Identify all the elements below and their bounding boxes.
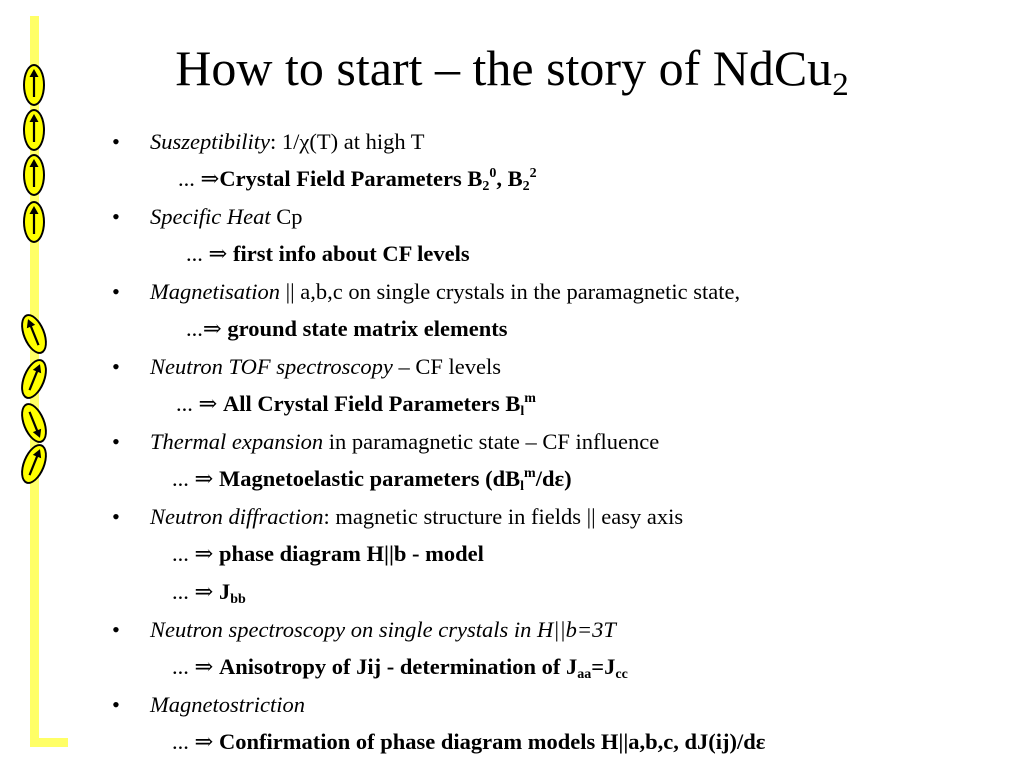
bullet-topic: Magnetisation: [150, 279, 280, 304]
bullet-glyph: •: [112, 279, 120, 304]
superscript: 0: [489, 166, 497, 181]
result-text: All Crystal Field Parameters B: [222, 391, 521, 416]
result-line: [172, 536, 484, 572]
slide-title-text: How to start – the story of NdCu: [175, 40, 833, 96]
bullet-topic: Thermal expansion: [150, 429, 324, 454]
spin-arrow-icon: [16, 310, 52, 357]
result-prefix: ...⇒: [186, 316, 228, 341]
bullet-topic: Specific Heat: [150, 204, 271, 229]
result-text: phase diagram H||b - model: [218, 541, 484, 566]
result-line: [178, 161, 537, 197]
bullet-topic: Neutron diffraction: [150, 504, 324, 529]
subscript: 2: [482, 179, 490, 194]
result-line: [172, 724, 765, 760]
subscript: aa: [577, 667, 592, 682]
spin-arrow-icon: [16, 355, 52, 402]
result-text: Magnetoelastic parameters (dB: [218, 466, 521, 491]
decorative-bar-horizontal: [30, 738, 68, 747]
bullet-glyph: •: [112, 204, 120, 229]
result-text: Crystal Field Parameters B: [219, 166, 483, 191]
bullet-detail: Cp: [270, 204, 303, 229]
result-text: Anisotropy of Jij - determination of J: [218, 654, 578, 679]
slide-title-subscript: 2: [832, 67, 849, 103]
subscript: cc: [615, 667, 628, 682]
slide-title: [0, 28, 1024, 108]
result-text: ground state matrix elements: [227, 316, 508, 341]
result-prefix: ... ⇒: [186, 241, 233, 266]
bullet-topic: Suszeptibility: [150, 129, 270, 154]
result-prefix: ... ⇒: [172, 466, 219, 491]
result-text: J: [218, 579, 231, 604]
superscript: 2: [529, 166, 537, 181]
subscript: bb: [230, 592, 246, 607]
result-prefix: ... ⇒: [176, 391, 223, 416]
result-line: [172, 649, 628, 685]
spin-arrow-icon: [23, 201, 45, 243]
result-line: [186, 236, 470, 272]
bullet-detail: – CF levels: [392, 354, 502, 379]
bullet-topic: Neutron spectroscopy on single crystals in H||b=3T: [150, 617, 616, 642]
result-text: Confirmation of phase diagram models H||a,b,c, dJ(ij)/dε: [218, 729, 766, 754]
result-text: first info about CF levels: [232, 241, 470, 266]
result-text: , B: [496, 166, 523, 191]
subscript: l: [520, 479, 525, 494]
bullet-detail: : 1/χ(T) at high T: [270, 129, 425, 154]
result-prefix: ... ⇒: [172, 729, 219, 754]
superscript: m: [524, 391, 536, 406]
superscript: m: [524, 466, 536, 481]
bullet-glyph: •: [112, 429, 120, 454]
subscript: l: [520, 404, 525, 419]
bullet-glyph: •: [112, 129, 120, 154]
result-prefix: ... ⇒: [172, 579, 219, 604]
result-line: [176, 386, 536, 422]
result-line: [186, 311, 508, 347]
spin-arrow-icon: [16, 399, 52, 446]
result-line: [172, 461, 572, 497]
bullet-detail: : magnetic structure in fields || easy axis: [323, 504, 684, 529]
result-prefix: ... ⇒: [178, 166, 220, 191]
result-text: /dε): [535, 466, 572, 491]
result-prefix: ... ⇒: [172, 654, 219, 679]
result-prefix: ... ⇒: [172, 541, 219, 566]
bullet-glyph: •: [112, 617, 120, 642]
spin-arrow-icon: [16, 440, 52, 487]
bullet-detail: || a,b,c on single crystals in the paramagnetic state,: [280, 279, 741, 304]
bullet-topic: Neutron TOF spectroscopy: [150, 354, 393, 379]
result-line: [172, 574, 246, 610]
bullet-glyph: •: [112, 504, 120, 529]
result-text: =J: [591, 654, 616, 679]
bullet-glyph: •: [112, 354, 120, 379]
subscript: 2: [522, 179, 530, 194]
spin-arrow-icon: [23, 154, 45, 196]
bullet-detail: in paramagnetic state – CF influence: [323, 429, 660, 454]
bullet-glyph: •: [112, 692, 120, 717]
bullet-topic: Magnetostriction: [150, 692, 305, 717]
spin-arrow-icon: [23, 109, 45, 151]
